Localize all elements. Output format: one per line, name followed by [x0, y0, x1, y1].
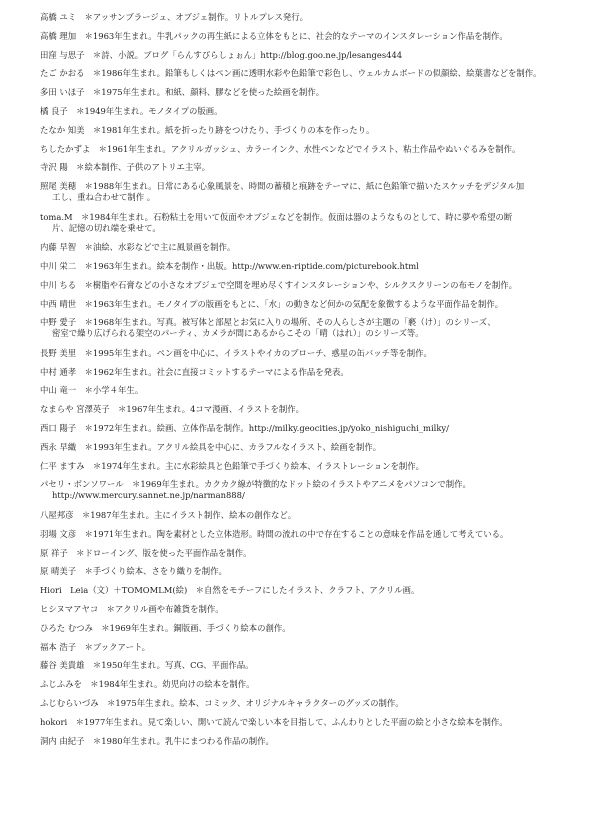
entry-text: 長野 美里 ＊1995年生まれ。ペン画を中心に、イラストやイカのブローチ、惑星の缶バッチ等を制作。 — [40, 347, 432, 358]
artist-entry — [40, 299, 564, 310]
artist-entry — [40, 181, 564, 203]
entry-text: 羽場 文彦 ＊1971年生まれ。陶を素材とした立体造形。時間の流れの中で存在することの意味を作品を通して考えている。 — [40, 528, 509, 539]
artist-entry — [40, 642, 564, 653]
artist-entry — [40, 87, 564, 98]
entry-text: ひろた むつみ ＊1969年生まれ。銅版画、手づくり絵本の創作。 — [40, 622, 291, 633]
entry-text: 西永 早織 ＊1993年生まれ。アクリル絵具を中心に、カラフルなイラスト、絵画を制作。 — [40, 441, 382, 452]
entry-text: 仁平 ますみ ＊1974年生まれ。主に水彩絵具と色鉛筆で手づくり絵本、イラストレーションを制作。 — [40, 460, 425, 471]
artist-entry — [40, 698, 564, 709]
artist-entry — [40, 68, 564, 79]
entry-text: 高橋 ユミ ＊アッサンブラージュ、オブジェ制作。リトルプレス発行。 — [40, 12, 308, 22]
artist-entry — [40, 679, 564, 690]
artist-entry — [40, 31, 564, 42]
entry-text: 寺沢 陽 ＊絵本制作、子供のアトリエ主宰。 — [40, 162, 210, 173]
entry-text: 八屋邦彦 ＊1987年生まれ。主にイラスト制作、絵本の創作など。 — [40, 509, 297, 520]
artist-entry — [40, 317, 564, 339]
artist-entry — [40, 404, 564, 415]
artist-entry — [40, 479, 564, 501]
artist-entry — [40, 623, 564, 634]
entry-text: 中村 通孝 ＊1962年生まれ。社会に直接コミットするテーマによる作品を発表。 — [40, 366, 349, 377]
entry-text: Hiori Leia（文）＋TOMOMLM(絵) ＊自然をモチーフにしたイラスト、クラフト、アクリル画。 — [40, 585, 420, 596]
artist-entry — [40, 50, 564, 61]
artist-list — [40, 12, 564, 747]
entry-text: パセリ・ボンソワール ＊1969年生まれ。カクカク線が特徴的なドット絵のイラストやアニメをパソコンで制作。 — [40, 479, 471, 490]
entry-text: 藤谷 美貴雄 ＊1950年生まれ。写真、CG、平面作品。 — [40, 660, 254, 671]
entry-text: 原 晴美子 ＊手づくり絵本、さをり織りを制作。 — [40, 566, 227, 577]
artist-entry — [40, 125, 564, 136]
entry-text: 内藤 早智 ＊油絵、水彩などで主に風景画を制作。 — [40, 242, 236, 253]
artist-entry — [40, 12, 564, 23]
artist-entry — [40, 348, 564, 359]
artist-entry — [40, 242, 564, 253]
entry-text: ふじむらいづみ ＊1975年生まれ。絵本、コミック、オリジナルキャラクターのグッズの制作。 — [40, 697, 404, 708]
entry-text: 中山 竜一 ＊小学４年生。 — [40, 385, 144, 396]
artist-entry — [40, 566, 564, 577]
artist-entry — [40, 367, 564, 378]
entry-text: hokori ＊1977年生まれ。見て楽しい、開いて読んで楽しい本を目指して、ふんわりとした平面の絵と小さな絵本を制作。 — [40, 716, 508, 727]
artist-entry — [40, 717, 564, 728]
entry-text: 洞内 由紀子 ＊1980年生まれ。乳牛にまつわる作品の制作。 — [40, 735, 274, 746]
entry-continuation: 工し、重ね合わせて制作 。 — [52, 192, 156, 203]
artist-entry — [40, 212, 564, 234]
artist-entry — [40, 385, 564, 396]
entry-text: ふじふみを ＊1984年生まれ。幼児向けの絵本を制作。 — [40, 679, 255, 690]
entry-text: ヒシヌマアヤコ ＊アクリル画や布雑貨を制作。 — [40, 603, 224, 614]
entry-text: 照尾 美穂 ＊1988年生まれ。日常にある心象風景を、時間の蓄積と痕跡をテーマに、紙に色鉛筆で描いたスケッチをデジタル加 — [40, 181, 525, 192]
artist-entry — [40, 660, 564, 671]
artist-entry — [40, 510, 564, 521]
artist-entry — [40, 144, 564, 155]
artist-entry — [40, 585, 564, 596]
entry-text: ちしたかずよ ＊1961年生まれ。アクリルガッシュ、カラーインク、水性ペンなどでイラスト、粘土作品やぬいぐるみを制作。 — [40, 143, 521, 154]
entry-text: 西口 陽子 ＊1972年生まれ。絵画、立体作品を制作。http://milky.geocities.jp/yoko_nishiguchi_milky/ — [40, 423, 449, 434]
entry-text: たご かおる ＊1986年生まれ。鉛筆もしくはペン画に透明水彩や色鉛筆で彩色し、ウェルカムボードの似顔絵、絵葉書などを制作。 — [40, 68, 542, 79]
artist-entry — [40, 442, 564, 453]
artist-entry — [40, 604, 564, 615]
entry-text: toma.M ＊1984年生まれ。石粉粘土を用いて仮面やオブジェなどを制作。仮面は器のようなものとして、時に夢や希望の断 — [40, 211, 513, 222]
entry-continuation: 片、記憶の切れ端を乗せて。 — [52, 222, 161, 233]
entry-text: 福本 浩子 ＊ブックアート。 — [40, 641, 150, 652]
artist-entry — [40, 548, 564, 559]
artist-entry — [40, 261, 564, 272]
entry-text: 橘 良子 ＊1949年生まれ。モノタイプの版画。 — [40, 105, 223, 116]
artist-entry — [40, 106, 564, 117]
artist-entry — [40, 280, 564, 291]
entry-text: たなか 知美 ＊1981年生まれ。紙を折ったり跡をつけたり、手づくりの本を作ったり。 — [40, 124, 375, 135]
entry-continuation: http://www.mercury.sannet.ne.jp/narman888/ — [52, 490, 245, 501]
entry-text: 中川 栄二 ＊1963年生まれ。絵本を制作・出版。http://www.en-riptide.com/picturebook.html — [40, 260, 419, 271]
entry-text: 中西 晴世 ＊1963年生まれ。モノタイプの版画をもとに、「水」の動きなど何かの気配を象徴するような平面作品を制作。 — [40, 298, 504, 309]
entry-text: 中野 愛子 ＊1968年生まれ。写真。被写体と部屋とお気に入りの場所、その人らしさが主題の「褻（け）」のシリーズ、 — [40, 317, 496, 328]
artist-entry — [40, 162, 564, 173]
artist-entry — [40, 736, 564, 747]
artist-entry — [40, 461, 564, 472]
entry-text: なまらや 宮澤英子 ＊1967年生まれ。4コマ漫画、イラストを制作。 — [40, 404, 305, 415]
entry-text: 中川 ちる ＊樹脂や石膏などの小さなオブジェで空間を埋め尽くすインスタレーションや、シルクスクリーンの布モノを制作。 — [40, 279, 518, 290]
entry-text: 原 祥子 ＊ドローイング、版を使った平面作品を制作。 — [40, 547, 252, 558]
artist-entry — [40, 529, 564, 540]
entry-text: 多田 いほ子 ＊1975年生まれ。和紙、顔料、膠などを使った絵画を制作。 — [40, 87, 325, 98]
entry-continuation: 密室で繰り広げられる架空のパーティ、カメラが間にあるからこその「晴（はれ）」のシリーズ等。 — [52, 328, 424, 339]
entry-text: 田窪 与思子 ＊詩、小説。ブログ「らんすぴらしょぉん」http://blog.goo.ne.jp/lesanges444 — [40, 49, 403, 60]
artist-entry — [40, 423, 564, 434]
entry-text: 高橋 理加 ＊1963年生まれ。牛乳パックの再生紙による立体をもとに、社会的なテーマのインスタレーション作品を制作。 — [40, 30, 508, 41]
